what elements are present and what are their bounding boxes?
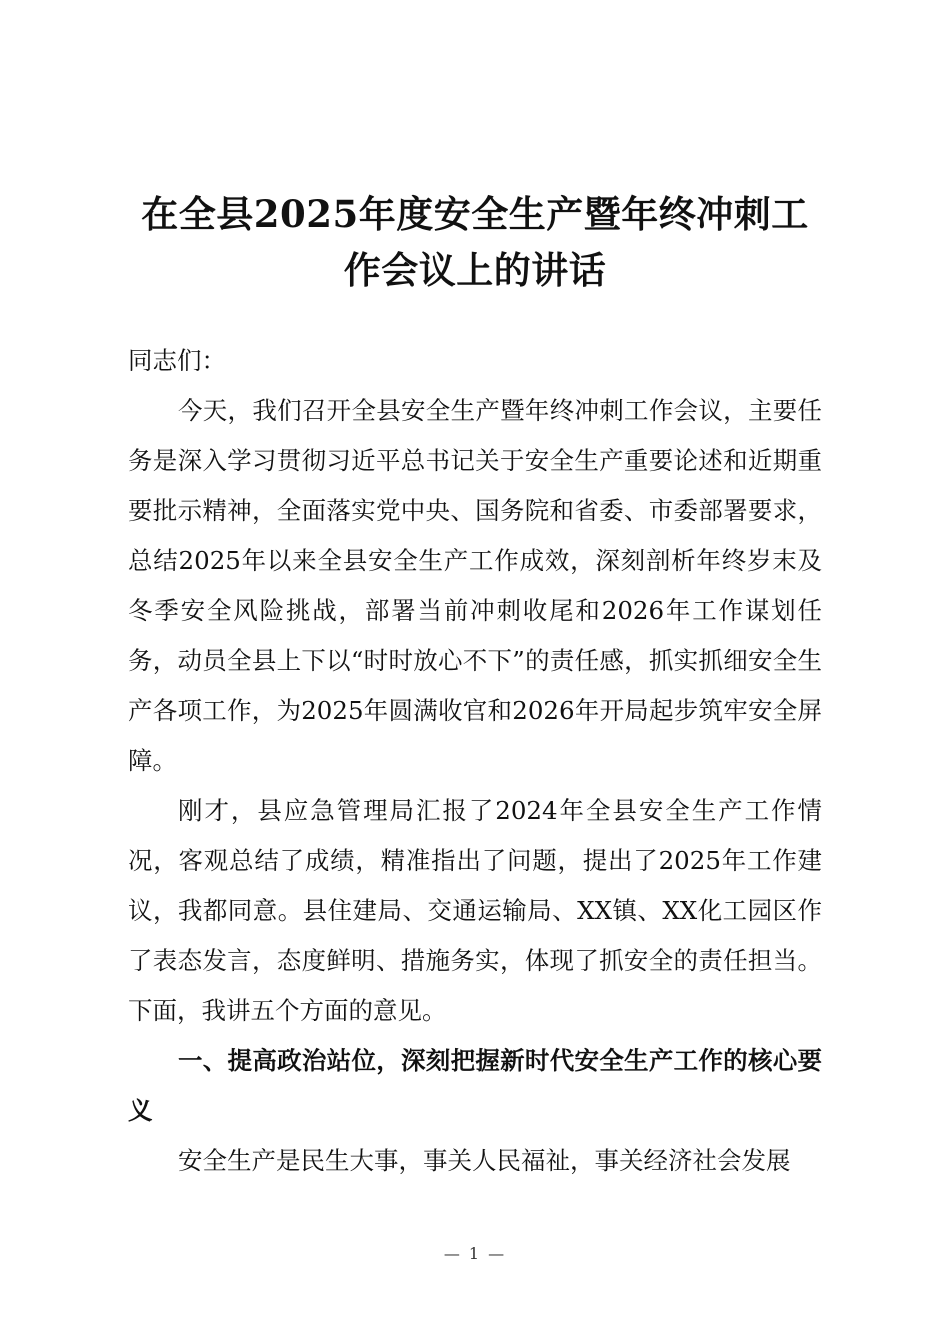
section-heading-1: 一、提高政治站位，深刻把握新时代安全生产工作的核心要义 bbox=[128, 1046, 822, 1125]
salutation: 同志们： bbox=[128, 346, 226, 375]
section-paragraph-1: 安全生产是民生大事，事关人民福祉，事关经济社会发展 bbox=[178, 1146, 791, 1175]
title-line-2: 作会议上的讲话 bbox=[343, 248, 607, 292]
paragraph-review: 刚才，县应急管理局汇报了2024年全县安全生产工作情况，客观总结了成绩，精准指出了问题，提出了2025年工作建议，我都同意。县住建局、交通运输局、XX镇、XX化工园区作了表态发言，态度鲜明、措施务实，体现了抓安全的责任担当。下面，我讲五个方面的意见。 bbox=[128, 796, 822, 1025]
document-title bbox=[110, 186, 840, 298]
page-number: — 1 — bbox=[443, 1244, 507, 1263]
document-body bbox=[128, 336, 822, 1186]
paragraph-opening: 今天，我们召开全县安全生产暨年终冲刺工作会议，主要任务是深入学习贯彻习近平总书记关于安全生产重要论述和近期重要批示精神，全面落实党中央、国务院和省委、市委部署要求，总结2025年以来全县安全生产工作成效，深刻剖析年终岁末及冬季安全风险挑战，部署当前冲刺收尾和2026年工作谋划任务，动员全县上下以“时时放心不下”的责任感，抓实抓细安全生产各项工作，为2025年圆满收官和2026年开局起步筑牢安全屏障。 bbox=[128, 396, 822, 775]
title-line-1: 在全县2025年度安全生产暨年终冲刺工 bbox=[141, 192, 809, 236]
